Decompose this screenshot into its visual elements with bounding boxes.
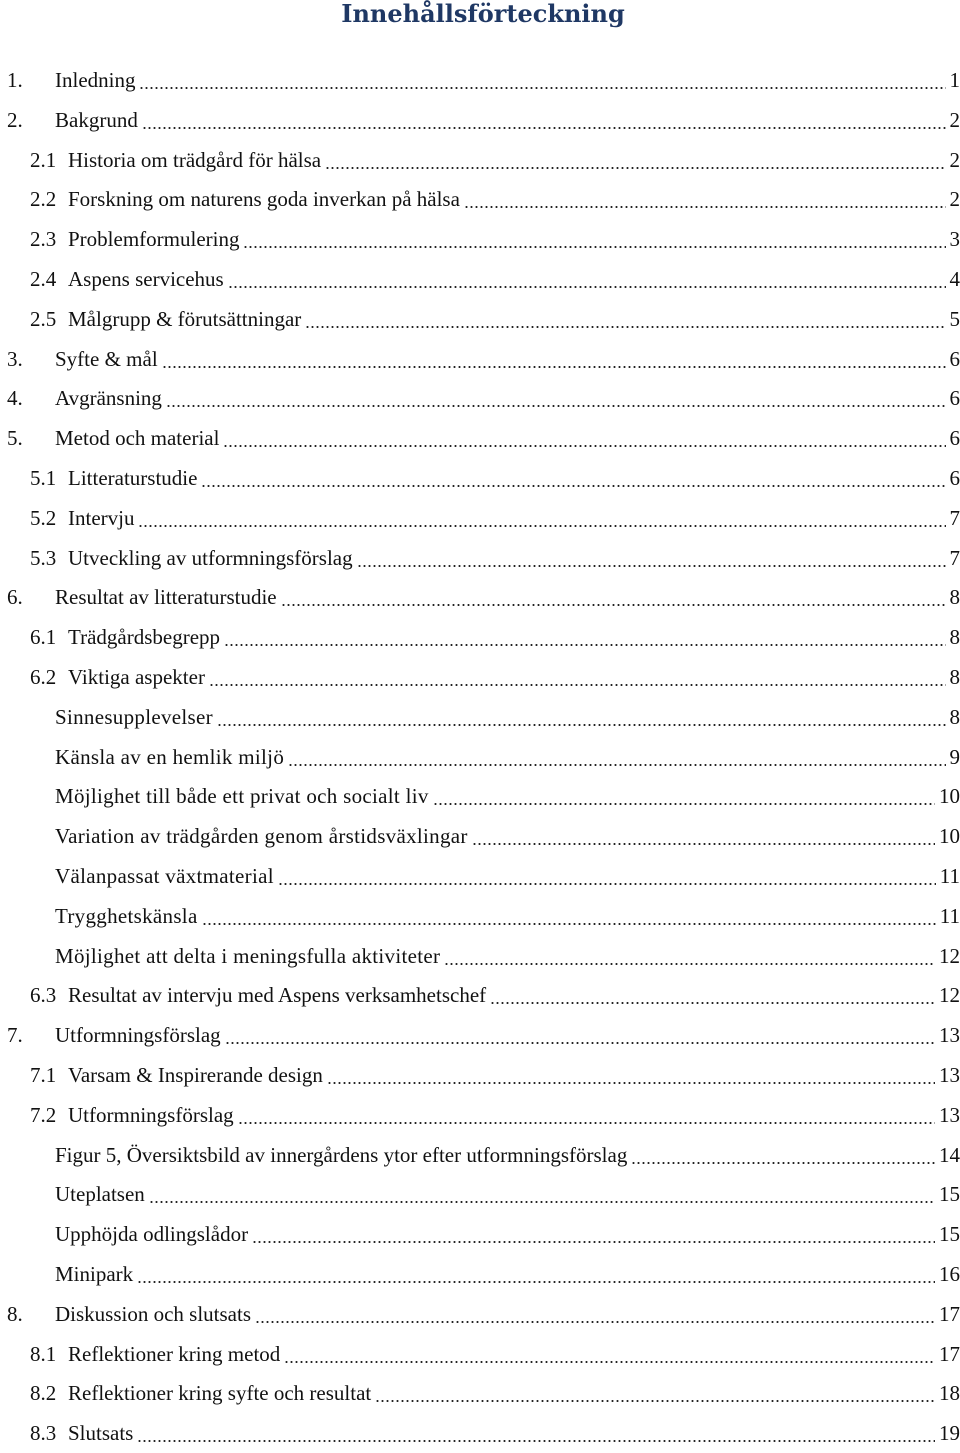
toc-entry[interactable] [0, 418, 960, 458]
toc-entry-title: Välanpassat växtmaterial [55, 864, 278, 888]
toc-entry[interactable] [0, 975, 960, 1015]
toc-dot-leader [238, 1122, 935, 1124]
toc-entry-title: Metod och material [55, 426, 223, 450]
toc-entry-page-number: 13 [935, 1063, 960, 1087]
toc-entry[interactable] [0, 299, 960, 339]
toc-entry-page-number: 1 [946, 68, 960, 92]
toc-entry[interactable] [0, 100, 960, 140]
toc-entry[interactable] [0, 577, 960, 617]
toc-entry[interactable] [0, 856, 960, 896]
toc-entry-title: Varsam & Inspirerande design [68, 1063, 327, 1087]
toc-entry-title: Aspens servicehus [68, 267, 228, 291]
toc-entry-title: Resultat av intervju med Aspens verksamhetschef [68, 983, 490, 1007]
toc-entry[interactable] [0, 378, 960, 418]
toc-entry-title: Reflektioner kring metod [68, 1342, 284, 1366]
toc-entry-page-number: 4 [946, 267, 960, 291]
toc-entry-title: Resultat av litteraturstudie [55, 585, 281, 609]
toc-dot-leader [281, 604, 946, 606]
toc-entry-title: Möjlighet till både ett privat och socialt liv [55, 784, 433, 808]
toc-entry-title: Problemformulering [68, 227, 243, 251]
toc-entry-title: Målgrupp & förutsättningar [68, 307, 305, 331]
toc-entry-title: Diskussion och slutsats [55, 1302, 255, 1326]
toc-entry-page-number: 3 [946, 227, 960, 251]
toc-entry-page-number: 2 [946, 148, 960, 172]
toc-dot-leader [288, 764, 946, 766]
toc-title: Innehållsförteckning [0, 0, 960, 28]
toc-dot-leader [162, 366, 946, 368]
toc-dot-leader [327, 1082, 935, 1084]
toc-entry-page-number: 8 [946, 705, 960, 729]
toc-entry[interactable] [0, 259, 960, 299]
toc-entry-title: Intervju [68, 506, 138, 530]
toc-dot-leader [137, 1281, 935, 1283]
toc-entry[interactable] [0, 1254, 960, 1294]
toc-entry-title: Slutsats [68, 1421, 137, 1445]
toc-entry[interactable] [0, 1214, 960, 1254]
toc-entry-number: 4. [7, 386, 23, 410]
toc-entry-title: Möjlighet att delta i meningsfulla aktiviteter [55, 944, 444, 968]
toc-dot-leader [137, 1440, 935, 1442]
toc-entry-title: Minipark [55, 1262, 137, 1286]
toc-entry-title: Bakgrund [55, 108, 142, 132]
toc-entry[interactable] [0, 1373, 960, 1413]
toc-entry-page-number: 8 [946, 585, 960, 609]
toc-entry-number: 1. [7, 68, 23, 92]
toc-entry-page-number: 7 [946, 506, 960, 530]
toc-entry-title: Syfte & mål [55, 347, 162, 371]
toc-entry-page-number: 10 [935, 784, 960, 808]
toc-dot-leader [631, 1162, 935, 1164]
toc-dot-leader [209, 684, 946, 686]
toc-entry-number: 2.1 [30, 148, 56, 172]
toc-dot-leader [472, 843, 935, 845]
toc-dot-leader [166, 405, 946, 407]
toc-entry-number: 6.3 [30, 983, 56, 1007]
toc-entry-number: 8.1 [30, 1342, 56, 1366]
toc-dot-leader [228, 286, 946, 288]
toc-list [0, 60, 960, 1453]
toc-dot-leader [202, 923, 936, 925]
toc-dot-leader [252, 1241, 935, 1243]
toc-entry-title: Trädgårdsbegrepp [68, 625, 224, 649]
toc-dot-leader [224, 644, 946, 646]
toc-dot-leader [305, 326, 946, 328]
toc-entry-title: Figur 5, Översiktsbild av innergårdens ytor efter utformningsförslag [55, 1143, 631, 1167]
toc-entry-page-number: 14 [935, 1143, 960, 1167]
toc-entry-page-number: 8 [946, 625, 960, 649]
toc-entry-title: Upphöjda odlingslådor [55, 1222, 252, 1246]
toc-entry-title: Trygghetskänsla [55, 904, 202, 928]
toc-entry[interactable] [0, 816, 960, 856]
toc-entry[interactable] [0, 776, 960, 816]
toc-entry-title: Sinnesupplevelser [55, 705, 217, 729]
toc-entry[interactable] [0, 1055, 960, 1095]
toc-dot-leader [433, 803, 935, 805]
toc-entry-title: Utformningsförslag [55, 1023, 225, 1047]
toc-dot-leader [138, 525, 946, 527]
toc-entry[interactable] [0, 1174, 960, 1214]
toc-entry[interactable] [0, 339, 960, 379]
toc-entry[interactable] [0, 1015, 960, 1055]
toc-entry[interactable] [0, 737, 960, 777]
toc-entry-page-number: 6 [946, 426, 960, 450]
toc-entry-page-number: 10 [935, 824, 960, 848]
toc-entry[interactable] [0, 1334, 960, 1374]
toc-entry-title: Historia om trädgård för hälsa [68, 148, 325, 172]
toc-entry-title: Utveckling av utformningsförslag [68, 546, 357, 570]
toc-entry-page-number: 18 [935, 1381, 960, 1405]
toc-entry[interactable] [0, 538, 960, 578]
toc-entry-page-number: 7 [946, 546, 960, 570]
toc-dot-leader [149, 1201, 935, 1203]
toc-entry[interactable] [0, 657, 960, 697]
toc-entry-title: Variation av trädgården genom årstidsväxlingar [55, 824, 472, 848]
toc-entry-page-number: 12 [935, 944, 960, 968]
toc-entry-number: 7.1 [30, 1063, 56, 1087]
toc-dot-leader [375, 1400, 935, 1402]
toc-entry-number: 6.1 [30, 625, 56, 649]
toc-entry-number: 5.1 [30, 466, 56, 490]
toc-entry-page-number: 16 [935, 1262, 960, 1286]
toc-entry-page-number: 13 [935, 1023, 960, 1047]
toc-entry[interactable] [0, 179, 960, 219]
toc-entry-title: Känsla av en hemlik miljö [55, 745, 288, 769]
toc-dot-leader [217, 724, 946, 726]
toc-entry[interactable] [0, 140, 960, 180]
toc-entry-title: Avgränsning [55, 386, 166, 410]
toc-entry-page-number: 15 [935, 1222, 960, 1246]
toc-entry-number: 8. [7, 1302, 23, 1326]
toc-entry[interactable] [0, 498, 960, 538]
toc-entry-page-number: 11 [936, 864, 960, 888]
toc-dot-leader [243, 246, 946, 248]
toc-entry[interactable] [0, 697, 960, 737]
toc-entry-number: 8.2 [30, 1381, 56, 1405]
toc-entry-title: Forskning om naturens goda inverkan på hälsa [68, 187, 464, 211]
toc-entry[interactable] [0, 60, 960, 100]
toc-dot-leader [464, 206, 946, 208]
toc-entry[interactable] [0, 1413, 960, 1453]
toc-entry[interactable] [0, 936, 960, 976]
toc-entry-title: Reflektioner kring syfte och resultat [68, 1381, 375, 1405]
toc-entry-number: 7.2 [30, 1103, 56, 1127]
toc-entry-title: Litteraturstudie [68, 466, 201, 490]
toc-entry-page-number: 2 [946, 108, 960, 132]
toc-entry-number: 7. [7, 1023, 23, 1047]
toc-dot-leader [444, 963, 935, 965]
toc-entry-number: 3. [7, 347, 23, 371]
toc-entry-number: 6.2 [30, 665, 56, 689]
toc-dot-leader [139, 87, 946, 89]
toc-entry-number: 2. [7, 108, 23, 132]
toc-dot-leader [284, 1361, 935, 1363]
toc-entry[interactable] [0, 896, 960, 936]
toc-entry-page-number: 19 [935, 1421, 960, 1445]
toc-dot-leader [357, 565, 946, 567]
toc-entry-page-number: 11 [936, 904, 960, 928]
toc-entry-page-number: 6 [946, 386, 960, 410]
toc-entry[interactable] [0, 1294, 960, 1334]
toc-entry[interactable] [0, 617, 960, 657]
toc-entry-page-number: 9 [946, 745, 960, 769]
toc-entry-title: Uteplatsen [55, 1182, 149, 1206]
toc-entry-page-number: 8 [946, 665, 960, 689]
toc-entry-page-number: 17 [935, 1342, 960, 1366]
toc-dot-leader [201, 485, 946, 487]
toc-entry-number: 5.2 [30, 506, 56, 530]
toc-dot-leader [225, 1042, 935, 1044]
toc-entry-page-number: 12 [935, 983, 960, 1007]
toc-entry-number: 6. [7, 585, 23, 609]
toc-entry-number: 5. [7, 426, 23, 450]
toc-dot-leader [255, 1321, 935, 1323]
toc-dot-leader [142, 127, 946, 129]
toc-dot-leader [325, 167, 946, 169]
toc-entry-number: 2.3 [30, 227, 56, 251]
toc-entry[interactable] [0, 219, 960, 259]
toc-dot-leader [223, 445, 946, 447]
toc-entry-number: 2.2 [30, 187, 56, 211]
toc-dot-leader [278, 883, 936, 885]
toc-entry-page-number: 17 [935, 1302, 960, 1326]
toc-entry-page-number: 13 [935, 1103, 960, 1127]
toc-entry-title: Inledning [55, 68, 139, 92]
toc-entry-number: 5.3 [30, 546, 56, 570]
toc-entry-number: 8.3 [30, 1421, 56, 1445]
toc-entry-page-number: 6 [946, 347, 960, 371]
toc-entry-page-number: 2 [946, 187, 960, 211]
toc-entry-page-number: 6 [946, 466, 960, 490]
toc-entry-title: Viktiga aspekter [68, 665, 209, 689]
toc-entry-title: Utformningsförslag [68, 1103, 238, 1127]
toc-entry-number: 2.4 [30, 267, 56, 291]
toc-dot-leader [490, 1002, 935, 1004]
toc-entry-page-number: 15 [935, 1182, 960, 1206]
toc-entry-number: 2.5 [30, 307, 56, 331]
toc-entry[interactable] [0, 1095, 960, 1135]
toc-entry[interactable] [0, 1135, 960, 1175]
toc-entry-page-number: 5 [946, 307, 960, 331]
toc-entry[interactable] [0, 458, 960, 498]
